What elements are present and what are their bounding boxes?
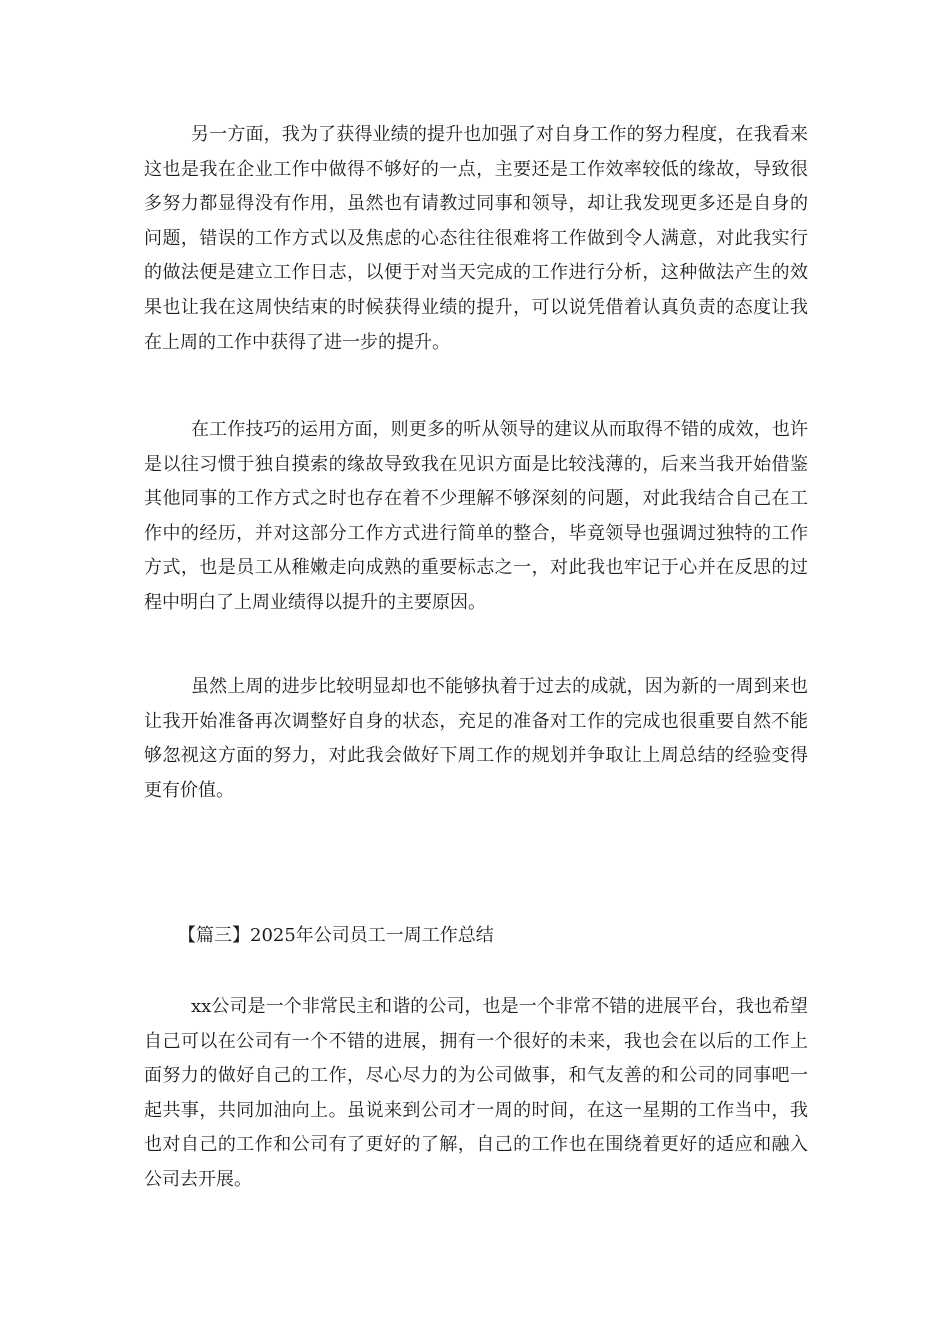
body-paragraph: xx公司是一个非常民主和谐的公司，也是一个非常不错的进展平台，我也希望自己可以在公司有一个不错的进展，拥有一个很好的未来，我也会在以后的工作上面努力的做好自己的工作，尽心尽力的为公司做事，和气友善的和公司的同事吧一起共事，共同加油向上。虽说来到公司才一周的时间，在这一星期的工作当中，我也对自己的工作和公司有了更好的了解，自己的工作也在围绕着更好的适应和融入公司去开展。 (144, 996, 808, 1190)
body-paragraph: 在工作技巧的运用方面，则更多的听从领导的建议从而取得不错的成效，也许是以往习惯于独自摸索的缘故导致我在见识方面是比较浅薄的，后来当我开始借鉴其他同事的工作方式之时也存在着不少理解不够深刻的问题，对此我结合自己在工作中的经历，并对这部分工作方式进行简单的整合，毕竟领导也强调过独特的工作方式，也是员工从稚嫩走向成熟的重要标志之一，对此我也牢记于心并在反思的过程中明白了上周业绩得以提升的主要原因。 (144, 419, 808, 613)
body-paragraph: 虽然上周的进步比较明显却也不能够执着于过去的成就，因为新的一周到来也让我开始准备再次调整好自身的状态，充足的准备对工作的完成也很重要自然不能够忽视这方面的努力，对此我会做好下周工作的规划并争取让上周总结的经验变得更有价值。 (144, 676, 808, 801)
body-paragraph: 另一方面，我为了获得业绩的提升也加强了对自身工作的努力程度，在我看来这也是我在企业工作中做得不够好的一点，主要还是工作效率较低的缘故，导致很多努力都显得没有作用，虽然也有请教过同事和领导，却让我发现更多还是自身的问题，错误的工作方式以及焦虑的心态往往很难将工作做到令人满意，对此我实行的做法便是建立工作日志，以便于对当天完成的工作进行分析，这种做法产生的效果也让我在这周快结束的时候获得业绩的提升，可以说凭借着认真负责的态度让我在上周的工作中获得了进一步的提升。 (144, 124, 808, 353)
section-heading: 【篇三】2025年公司员工一周工作总结 (178, 925, 494, 946)
